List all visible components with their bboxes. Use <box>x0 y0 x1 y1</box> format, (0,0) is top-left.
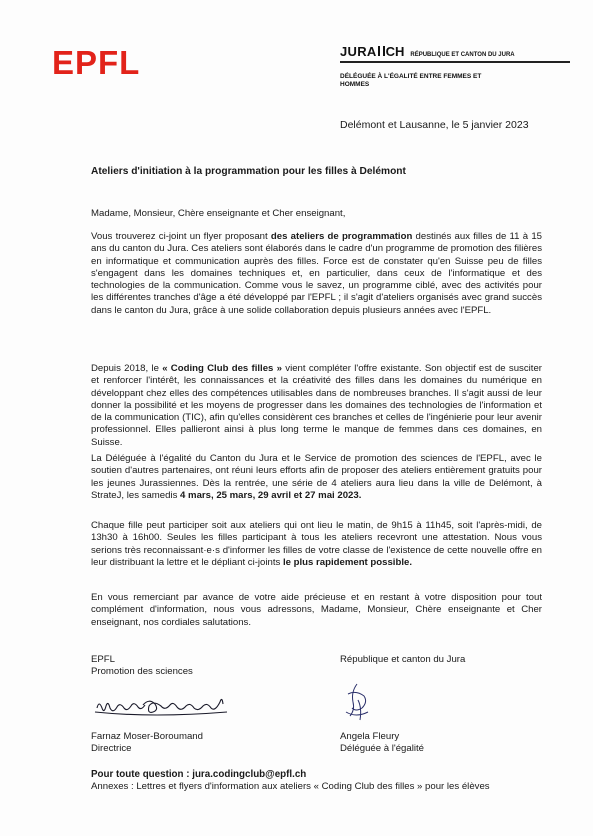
paragraph-4-text-a: Chaque fille peut participer soit aux ateliers qui ont lieu le matin, de 9h15 à 11h45, soit l'après-midi, de 13h30 à 16h00. Seules les filles participant à tous les ateliers recevront une attestation. Nous vous serions très reconnaissant·e·s d'informer les filles de votre classe de l'existence de cette nouvelle offre en leur distribuant la lettre et le dépliant ci-joints <box>91 520 542 568</box>
paragraph-1-emphasis: des ateliers de programmation <box>270 231 413 242</box>
epfl-org-name: EPFL <box>91 654 115 665</box>
salutation: Madame, Monsieur, Chère enseignante et Cher enseignant, <box>91 208 346 219</box>
epfl-signatory-name: Farnaz Moser-Boroumand <box>91 731 203 742</box>
contact-line: Pour toute question : jura.codingclub@epfl.ch <box>91 769 307 780</box>
jura-signatory-name: Angela Fleury <box>340 731 400 742</box>
paragraph-4 <box>91 520 542 569</box>
epfl-signatory <box>91 731 203 756</box>
epfl-signatory-org <box>91 654 193 679</box>
epfl-signatory-title: Directrice <box>91 743 132 755</box>
jura-logo-separator-icon <box>378 46 385 56</box>
jura-signatory <box>340 731 424 756</box>
handwritten-signature-moser-boroumand <box>93 690 233 722</box>
paragraph-2 <box>91 363 542 449</box>
paragraph-3-text-a: La Déléguée à l'égalité du Canton du Jura et le Service de promotion des sciences de l'EPFL, avec le soutien d'autres partenaires, ont réuni leurs efforts afin de proposer des ateliers entièrement gratuits pour les jeunes Jurassiennes. Dès la rentrée, une série de 4 ateliers aura lieu dans la ville de Delémont, à StrateJ, les samedis <box>91 453 542 501</box>
paragraph-3 <box>91 453 542 502</box>
paragraph-4-emphasis: le plus rapidement possible. <box>282 556 412 568</box>
paragraph-5: En vous remerciant par avance de votre aide précieuse et en restant à votre disposition pour tout complément d'information, nous vous adressons, Madame, Monsieur, Chère enseignante et Cher enseignant, nos cordiales salutations. <box>91 592 542 628</box>
paragraph-2-emphasis: « Coding Club des filles » <box>162 363 283 374</box>
paragraph-1-text-c: destinés aux filles de 11 à 15 ans du canton du Jura. Ces ateliers sont élaborés dans le cadre d'un programme de promotion des filières en informatique et communication auprès des filles. Force est de constater qu'en Suisse peu de filles s'engagent dans les domaines techniques et, en particulier, dans ceux de l'informatique et des technologies de la communication. Comme vous le savez, un programme ciblé, avec des activités pour les différentes tranches d'âge a été développé par l'EPFL ; il s'agit d'ateliers organisés avec grand succès dans le canton du Jura, grâce à une solide collaboration depuis plusieurs années avec l'EPFL. <box>91 231 542 316</box>
jura-logo <box>340 44 570 89</box>
letter-subject: Ateliers d'initiation à la programmation pour les filles à Delémont <box>91 166 406 177</box>
paragraph-2-text-c: vient compléter l'offre existante. Son objectif est de susciter et renforcer l'intérêt, les connaissances et la créativité des filles dans les domaines du numérique en développant chez elles des compétences utilisables dans de nombreuses branches. Il s'agit aussi de leur donner la possibilité et les moyens de progresser dans les domaines des technologies de l'information et de la communication (TIC), afin qu'elles considèrent ces branches et celles de l'ingénierie pour leur avenir professionnel. Elles pallieront ainsi à plus long terme le manque de femmes dans ces domaines, en Suisse. <box>91 363 542 448</box>
epfl-org-service: Promotion des sciences <box>91 666 193 678</box>
paragraph-3-dates: 4 mars, 25 mars, 29 avril et 27 mai 2023. <box>180 489 362 501</box>
jura-delegate-label: DÉLÉGUÉE À L'ÉGALITÉ ENTRE FEMMES ET HOMMES <box>340 73 482 88</box>
annex-line: Annexes : Lettres et flyers d'information aux ateliers « Coding Club des filles » pour les élèves <box>91 781 490 792</box>
paragraph-2-text-a: Depuis 2018, le <box>91 363 163 374</box>
jura-republic-label: RÉPUBLIQUE ET CANTON DU JURA <box>410 52 515 58</box>
jura-logo-jura: JURA <box>340 44 377 59</box>
jura-logo-ch: CH <box>385 44 405 59</box>
jura-signatory-org: République et canton du Jura <box>340 654 466 665</box>
jura-logo-top <box>340 44 570 63</box>
paragraph-1 <box>91 231 542 317</box>
jura-signatory-title: Déléguée à l'égalité <box>340 743 424 755</box>
letter-date: Delémont et Lausanne, le 5 janvier 2023 <box>340 119 529 131</box>
paragraph-1-text-a: Vous trouverez ci-joint un flyer proposant <box>91 231 271 242</box>
epfl-logo: EPFL <box>52 44 141 81</box>
handwritten-signature-fleury <box>342 682 372 724</box>
